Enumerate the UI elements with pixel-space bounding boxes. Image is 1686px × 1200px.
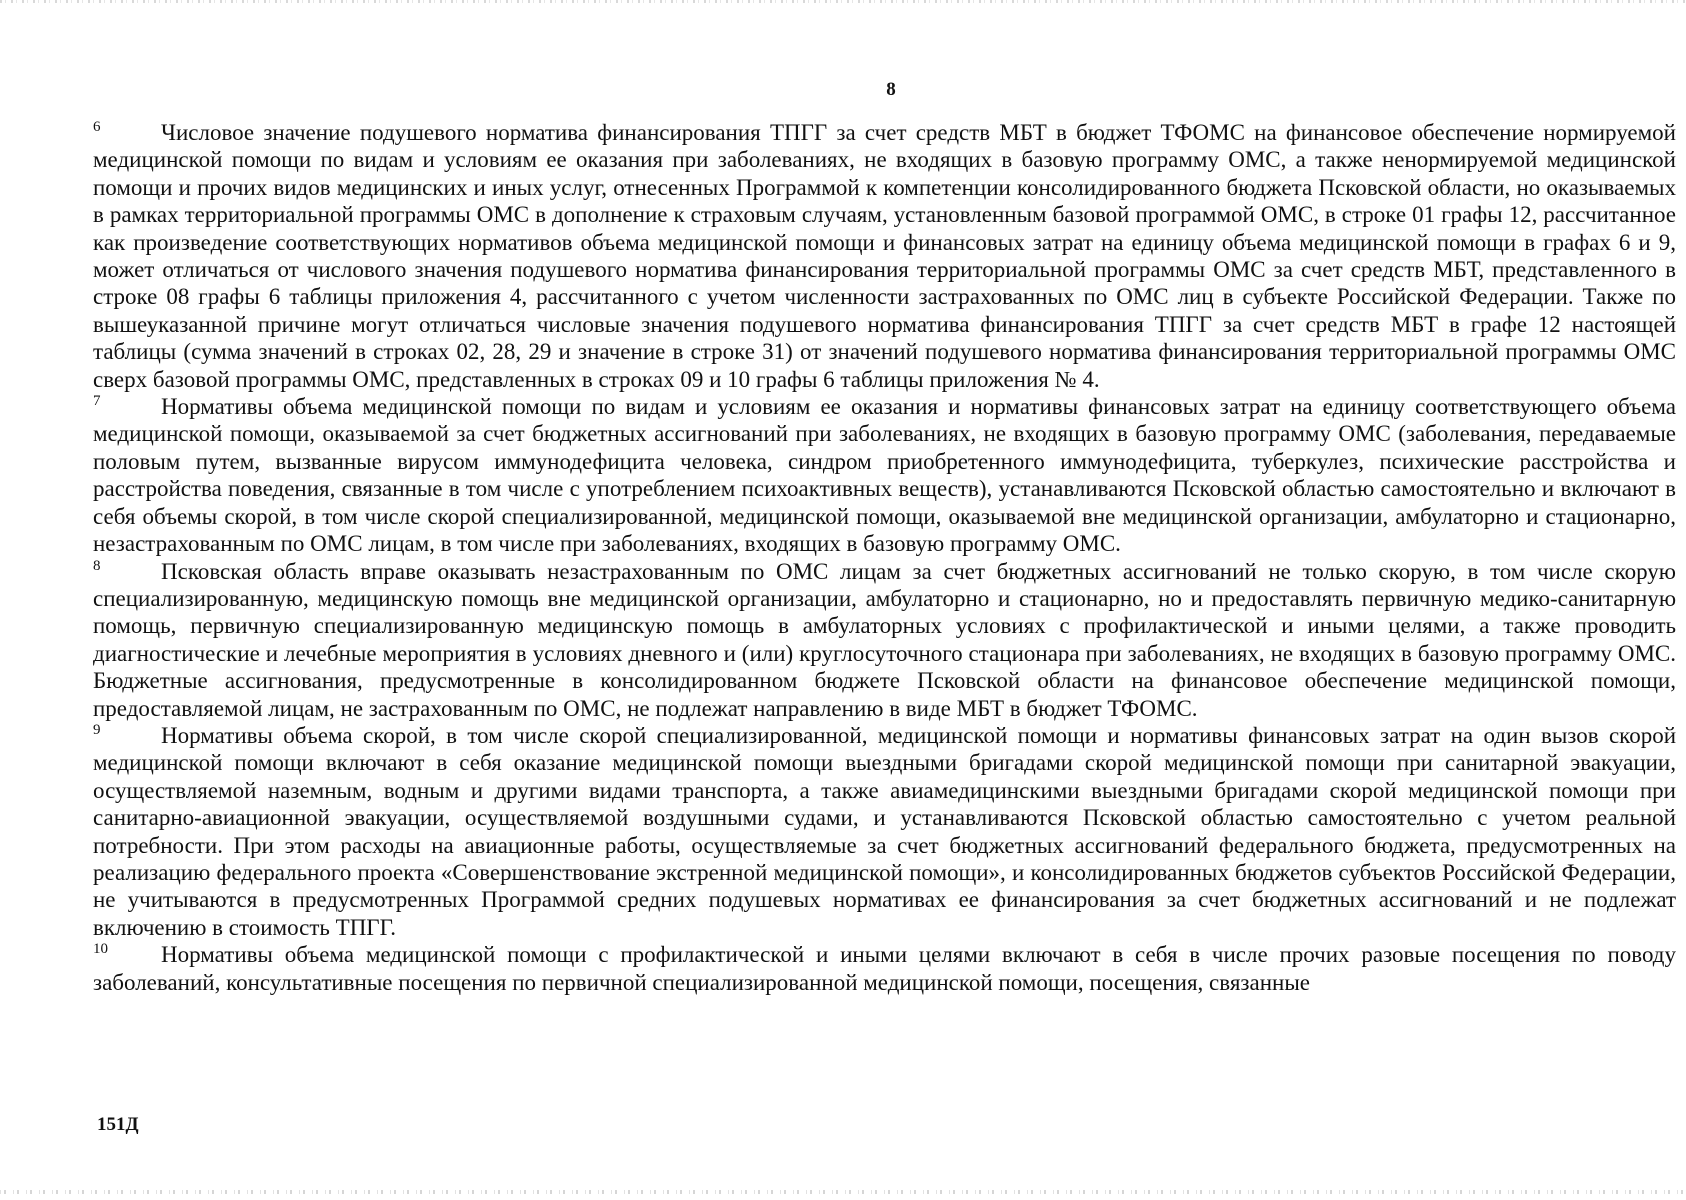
footnote-text: Нормативы объема медицинской помощи по видам и условиям ее оказания и нормативы финансовых затрат на единицу соответствующего объема медицинской помощи, оказываемой за счет бюджетных ассигнований при заболеваниях, не входящих в базовую программу ОМС (заболевания, передаваемые половым путем, вызванные вирусом иммунодефицита человека, синдром приобретенного иммунодефицита, туберкулез, психические расстройства и расстройства поведения, связанные в том числе с употреблением психоактивных веществ), устанавливаются Псковской областью самостоятельно и включают в себя объемы скорой, в том числе скорой специализированной, медицинской помощи, оказываемой вне медицинской организации, амбулаторно и стационарно, незастрахованным по ОМС лицам, в том числе при заболеваниях, входящих в базовую программу ОМС. bbox=[93, 394, 1676, 557]
footnote-7: 7 Нормативы объема медицинской помощи по видам и условиям ее оказания и нормативы финансовых затрат на единицу соответствующего объема медицинской помощи, оказываемой за счет бюджетных ассигнований при заболеваниях, не входящих в базовую программу ОМС (заболевания, передаваемые половым путем, вызванные вирусом иммунодефицита человека, синдром приобретенного иммунодефицита, туберкулез, психические расстройства и расстройства поведения, связанные в том числе с употреблением психоактивных веществ), устанавливаются Псковской областью самостоятельно и включают в себя объемы скорой, в том числе скорой специализированной, медицинской помощи, оказываемой вне медицинской организации, амбулаторно и стационарно, незастрахованным по ОМС лицам, в том числе при заболеваниях, входящих в базовую программу ОМС. bbox=[93, 393, 1676, 557]
page-number: 8 bbox=[886, 79, 896, 100]
footnote-text: Псковская область вправе оказывать незастрахованным по ОМС лицам за счет бюджетных ассигнований не только скорую, в том числе скорую специализированную, медицинскую помощь вне медицинской организации, амбулаторно и стационарно, но и предоставлять первичную медико-санитарную помощь, первичную специализированную медицинскую помощь в амбулаторных условиях с профилактической и иными целями, а также проводить диагностические и лечебные мероприятия в условиях дневного и (или) круглосуточного стационара при заболеваниях, не входящих в базовую программу ОМС. Бюджетные ассигнования, предусмотренные в консолидированном бюджете Псковской области на финансовое обеспечение медицинской помощи, предоставляемой лицам, не застрахованным по ОМС, не подлежат направлению в виде МБТ в бюджет ТФОМС. bbox=[93, 558, 1676, 721]
document-code: 151Д bbox=[97, 1114, 139, 1135]
footnote-text: Числовое значение подушевого норматива финансирования ТПГГ за счет средств МБТ в бюджет ТФОМС на финансовое обеспечение нормируемой медицинской помощи по видам и условиям ее оказания при заболеваниях, не входящих в базовую программу ОМС, а также ненормируемой медицинской помощи и прочих видов медицинских и иных услуг, отнесенных Программой к компетенции консолидированного бюджета Псковской области, но оказываемых в рамках территориальной программы ОМС в дополнение к страховым случаям, установленным базовой программой ОМС, в строке 01 графы 12, рассчитанное как произведение соответствующих нормативов объема медицинской помощи и финансовых затрат на единицу объема медицинской помощи в графах 6 и 9, может отличаться от числового значения подушевого норматива финансирования территориальной программы ОМС за счет средств МБТ, представленного в строке 08 графы 6 таблицы приложения 4, рассчитанного с учетом численности застрахованных по ОМС лиц в субъекте Российской Федерации. Также по вышеуказанной причине могут отличаться числовые значения подушевого норматива финансирования ТПГГ за счет средств МБТ в графе 12 настоящей таблицы (сумма значений в строках 02, 28, 29 и значение в строке 31) от значений подушевого норматива финансирования территориальной программы ОМС сверх базовой программы ОМС, представленных в строках 09 и 10 графы 6 таблицы приложения № 4. bbox=[93, 120, 1676, 392]
scan-edge-bottom bbox=[0, 1190, 1686, 1194]
scan-edge-top bbox=[0, 0, 1686, 3]
footnote-6: 6 Числовое значение подушевого норматива финансирования ТПГГ за счет средств МБТ в бюджет ТФОМС на финансовое обеспечение нормируемой медицинской помощи по видам и условиям ее оказания при заболеваниях, не входящих в базовую программу ОМС, а также ненормируемой медицинской помощи и прочих видов медицинских и иных услуг, отнесенных Программой к компетенции консолидированного бюджета Псковской области, но оказываемых в рамках территориальной программы ОМС в дополнение к страховым случаям, установленным базовой программой ОМС, в строке 01 графы 12, рассчитанное как произведение соответствующих нормативов объема медицинской помощи и финансовых затрат на единицу объема медицинской помощи в графах 6 и 9, может отличаться от числового значения подушевого норматива финансирования территориальной программы ОМС за счет средств МБТ, представленного в строке 08 графы 6 таблицы приложения 4, рассчитанного с учетом численности застрахованных по ОМС лиц в субъекте Российской Федерации. Также по вышеуказанной причине могут отличаться числовые значения подушевого норматива финансирования ТПГГ за счет средств МБТ в графе 12 настоящей таблицы (сумма значений в строках 02, 28, 29 и значение в строке 31) от значений подушевого норматива финансирования территориальной программы ОМС сверх базовой программы ОМС, представленных в строках 09 и 10 графы 6 таблицы приложения № 4. bbox=[93, 119, 1676, 392]
document-body bbox=[93, 119, 1676, 996]
footnote-text: Нормативы объема медицинской помощи с профилактической и иными целями включают в себя в числе прочих разовые посещения по поводу заболеваний, консультативные посещения по первичной специализированной медицинской помощи, посещения, связанные bbox=[93, 942, 1676, 995]
footnote-10: 10 Нормативы объема медицинской помощи с профилактической и иными целями включают в себя в числе прочих разовые посещения по поводу заболеваний, консультативные посещения по первичной специализированной медицинской помощи, посещения, связанные bbox=[93, 941, 1676, 995]
footnote-8: 8 Псковская область вправе оказывать незастрахованным по ОМС лицам за счет бюджетных ассигнований не только скорую, в том числе скорую специализированную, медицинскую помощь вне медицинской организации, амбулаторно и стационарно, но и предоставлять первичную медико-санитарную помощь, первичную специализированную медицинскую помощь в амбулаторных условиях с профилактической и иными целями, а также проводить диагностические и лечебные мероприятия в условиях дневного и (или) круглосуточного стационара при заболеваниях, не входящих в базовую программу ОМС. Бюджетные ассигнования, предусмотренные в консолидированном бюджете Псковской области на финансовое обеспечение медицинской помощи, предоставляемой лицам, не застрахованным по ОМС, не подлежат направлению в виде МБТ в бюджет ТФОМС. bbox=[93, 557, 1676, 721]
footnote-text: Нормативы объема скорой, в том числе скорой специализированной, медицинской помощи и нормативы финансовых затрат на один вызов скорой медицинской помощи включают в себя оказание медицинской помощи выездными бригадами скорой медицинской помощи при санитарной эвакуации, осуществляемой наземным, водным и другими видами транспорта, а также авиамедицинскими выездными бригадами скорой медицинской помощи при санитарно-авиационной эвакуации, осуществляемой воздушными судами, и устанавливаются Псковской областью самостоятельно с учетом реальной потребности. При этом расходы на авиационные работы, осуществляемые за счет бюджетных ассигнований федерального бюджета, предусмотренных на реализацию федерального проекта «Совершенствование экстренной медицинской помощи», и консолидированных бюджетов субъектов Российской Федерации, не учитываются в предусмотренных Программой средних подушевых нормативах ее финансирования за счет бюджетных ассигнований и не подлежат включению в стоимость ТПГГ. bbox=[93, 722, 1676, 940]
footnote-9: 9 Нормативы объема скорой, в том числе скорой специализированной, медицинской помощи и нормативы финансовых затрат на один вызов скорой медицинской помощи включают в себя оказание медицинской помощи выездными бригадами скорой медицинской помощи при санитарной эвакуации, осуществляемой наземным, водным и другими видами транспорта, а также авиамедицинскими выездными бригадами скорой медицинской помощи при санитарно-авиационной эвакуации, осуществляемой воздушными судами, и устанавливаются Псковской областью самостоятельно с учетом реальной потребности. При этом расходы на авиационные работы, осуществляемые за счет бюджетных ассигнований федерального бюджета, предусмотренных на реализацию федерального проекта «Совершенствование экстренной медицинской помощи», и консолидированных бюджетов субъектов Российской Федерации, не учитываются в предусмотренных Программой средних подушевых нормативах ее финансирования за счет бюджетных ассигнований и не подлежат включению в стоимость ТПГГ. bbox=[93, 721, 1676, 940]
